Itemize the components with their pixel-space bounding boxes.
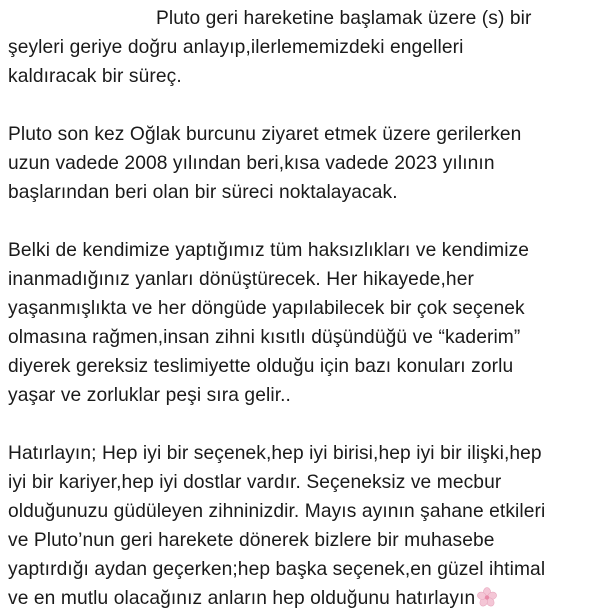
text-line: inanmadığınız yanları dönüştürecek. Her hikayede,her — [8, 269, 474, 290]
paragraph-2 — [8, 120, 594, 207]
text-line: uzun vadede 2008 yılından beri,kısa vadede 2023 yılının — [8, 153, 495, 174]
text-line: diyerek gereksiz teslimiyette olduğu için bazı konuları zorlu — [8, 356, 514, 377]
paragraph-3 — [8, 236, 594, 410]
text-line: Belki de kendimize yaptığımız tüm haksızlıkları ve kendimize — [8, 240, 530, 261]
document-body — [8, 4, 594, 613]
text-line: olduğunuzu güdüleyen zihninizdir. Mayıs ayının şahane etkileri — [8, 501, 546, 522]
text-line: yaptırdığı aydan geçerken;hep başka seçenek,en güzel ihtimal — [8, 559, 546, 580]
text-line: başlarından beri olan bir süreci noktalayacak. — [8, 182, 398, 203]
text-line: Pluto geri hareketine başlamak üzere (s) bir — [156, 8, 532, 29]
text-line: Hatırlayın; Hep iyi bir seçenek,hep iyi birisi,hep iyi bir ilişki,hep — [8, 443, 542, 464]
text-line: kaldıracak bir süreç. — [8, 66, 182, 87]
paragraph-4 — [8, 439, 594, 613]
text-line: şeyleri geriye doğru anlayıp,ilerlememizdeki engelleri — [8, 37, 464, 58]
text-line: iyi bir kariyer,hep iyi dostlar vardır. Seçeneksiz ve mecbur — [8, 472, 502, 493]
paragraph-1 — [8, 4, 594, 91]
text-line: ve en mutlu olacağınız anların hep olduğunu hatırlayın — [8, 584, 594, 613]
text-line: Pluto son kez Oğlak burcunu ziyaret etmek üzere gerilerken — [8, 124, 522, 145]
text-line: yaşar ve zorluklar peşi sıra gelir.. — [8, 385, 291, 406]
cherry-blossom-icon — [477, 587, 497, 607]
text-line: yaşanmışlıkta ve her döngüde yapılabilecek bir çok seçenek — [8, 298, 525, 319]
text-line: olmasına rağmen,insan zihni kısıtlı düşündüğü ve “kaderim” — [8, 327, 521, 348]
text-line: ve Pluto’nun geri harekete dönerek bizlere bir muhasebe — [8, 530, 495, 551]
